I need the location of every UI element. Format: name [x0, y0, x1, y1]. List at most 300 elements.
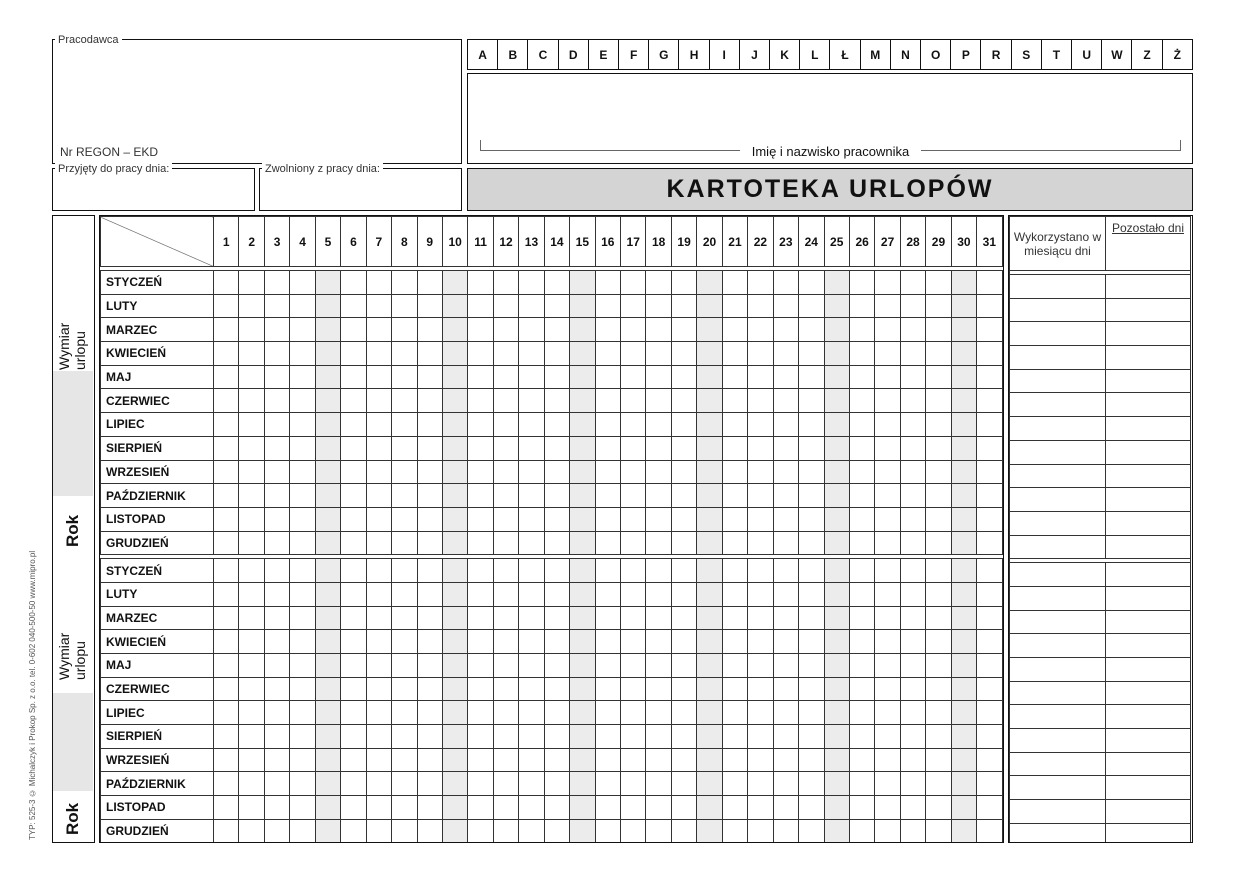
day-cell[interactable] [239, 677, 264, 701]
day-cell[interactable] [417, 630, 442, 654]
day-cell[interactable] [926, 701, 951, 725]
day-cell[interactable] [671, 365, 696, 389]
day-cell[interactable] [544, 582, 569, 606]
day-cell[interactable] [442, 606, 467, 630]
day-cell[interactable] [849, 460, 874, 484]
day-cell[interactable] [468, 484, 493, 508]
day-cell[interactable] [621, 606, 646, 630]
day-cell[interactable] [595, 606, 620, 630]
day-cell[interactable] [646, 318, 671, 342]
day-cell[interactable] [290, 413, 315, 437]
day-cell[interactable] [468, 413, 493, 437]
day-cell[interactable] [951, 630, 976, 654]
day-cell[interactable] [951, 559, 976, 583]
day-cell[interactable] [824, 271, 849, 295]
day-cell[interactable] [595, 413, 620, 437]
day-cell[interactable] [621, 271, 646, 295]
day-cell[interactable] [468, 772, 493, 796]
day-cell[interactable] [595, 460, 620, 484]
day-cell[interactable] [519, 772, 544, 796]
day-cell[interactable] [392, 294, 417, 318]
day-cell[interactable] [773, 389, 798, 413]
day-cell[interactable] [671, 748, 696, 772]
day-cell[interactable] [493, 772, 518, 796]
day-cell[interactable] [697, 294, 722, 318]
day-cell[interactable] [315, 507, 340, 531]
day-cell[interactable] [799, 365, 824, 389]
day-cell[interactable] [417, 460, 442, 484]
day-cell[interactable] [519, 365, 544, 389]
day-cell[interactable] [493, 484, 518, 508]
day-cell[interactable] [264, 654, 289, 678]
day-cell[interactable] [366, 559, 391, 583]
day-cell[interactable] [468, 294, 493, 318]
day-cell[interactable] [977, 677, 1002, 701]
day-cell[interactable] [697, 725, 722, 749]
day-cell[interactable] [315, 819, 340, 843]
remaining-days-cell[interactable] [1106, 610, 1191, 634]
day-cell[interactable] [392, 507, 417, 531]
day-cell[interactable] [290, 365, 315, 389]
remaining-days-cell[interactable] [1106, 322, 1191, 346]
day-cell[interactable] [214, 342, 239, 366]
day-cell[interactable] [646, 484, 671, 508]
remaining-days-cell[interactable] [1106, 658, 1191, 682]
remaining-days-cell[interactable] [1106, 586, 1191, 610]
day-cell[interactable] [900, 654, 925, 678]
day-cell[interactable] [951, 582, 976, 606]
day-cell[interactable] [239, 559, 264, 583]
day-cell[interactable] [875, 701, 900, 725]
day-cell[interactable] [951, 748, 976, 772]
day-cell[interactable] [875, 559, 900, 583]
day-cell[interactable] [341, 677, 366, 701]
day-cell[interactable] [315, 342, 340, 366]
day-cell[interactable] [392, 436, 417, 460]
day-cell[interactable] [951, 796, 976, 820]
day-cell[interactable] [264, 413, 289, 437]
day-cell[interactable] [570, 677, 595, 701]
day-cell[interactable] [926, 772, 951, 796]
day-cell[interactable] [926, 389, 951, 413]
alphabet-letter[interactable]: L [800, 40, 830, 69]
alphabet-letter[interactable]: C [528, 40, 558, 69]
day-cell[interactable] [748, 582, 773, 606]
day-cell[interactable] [519, 484, 544, 508]
day-cell[interactable] [824, 701, 849, 725]
day-cell[interactable] [519, 654, 544, 678]
day-cell[interactable] [493, 507, 518, 531]
day-cell[interactable] [544, 342, 569, 366]
day-cell[interactable] [214, 819, 239, 843]
day-cell[interactable] [773, 318, 798, 342]
day-cell[interactable] [417, 436, 442, 460]
day-cell[interactable] [595, 819, 620, 843]
day-cell[interactable] [951, 507, 976, 531]
day-cell[interactable] [570, 531, 595, 555]
day-cell[interactable] [493, 531, 518, 555]
day-cell[interactable] [570, 725, 595, 749]
day-cell[interactable] [214, 677, 239, 701]
used-days-cell[interactable] [1010, 752, 1106, 776]
day-cell[interactable] [951, 772, 976, 796]
day-cell[interactable] [366, 606, 391, 630]
day-cell[interactable] [849, 342, 874, 366]
day-cell[interactable] [748, 772, 773, 796]
day-cell[interactable] [392, 772, 417, 796]
day-cell[interactable] [900, 294, 925, 318]
day-cell[interactable] [214, 365, 239, 389]
day-cell[interactable] [748, 630, 773, 654]
day-cell[interactable] [849, 413, 874, 437]
day-cell[interactable] [926, 748, 951, 772]
day-cell[interactable] [239, 701, 264, 725]
day-cell[interactable] [595, 559, 620, 583]
day-cell[interactable] [442, 413, 467, 437]
day-cell[interactable] [442, 342, 467, 366]
day-cell[interactable] [468, 460, 493, 484]
day-cell[interactable] [239, 294, 264, 318]
day-cell[interactable] [264, 294, 289, 318]
day-cell[interactable] [824, 436, 849, 460]
day-cell[interactable] [366, 630, 391, 654]
day-cell[interactable] [900, 630, 925, 654]
day-cell[interactable] [214, 507, 239, 531]
day-cell[interactable] [315, 413, 340, 437]
used-days-cell[interactable] [1010, 464, 1106, 488]
day-cell[interactable] [315, 701, 340, 725]
day-cell[interactable] [849, 582, 874, 606]
day-cell[interactable] [621, 559, 646, 583]
day-cell[interactable] [392, 748, 417, 772]
day-cell[interactable] [977, 748, 1002, 772]
day-cell[interactable] [519, 630, 544, 654]
day-cell[interactable] [824, 507, 849, 531]
day-cell[interactable] [671, 507, 696, 531]
day-cell[interactable] [442, 389, 467, 413]
day-cell[interactable] [493, 413, 518, 437]
day-cell[interactable] [239, 796, 264, 820]
day-cell[interactable] [239, 318, 264, 342]
day-cell[interactable] [239, 460, 264, 484]
day-cell[interactable] [315, 531, 340, 555]
day-cell[interactable] [748, 271, 773, 295]
day-cell[interactable] [621, 630, 646, 654]
day-cell[interactable] [977, 796, 1002, 820]
remaining-days-cell[interactable] [1106, 800, 1191, 824]
day-cell[interactable] [468, 582, 493, 606]
day-cell[interactable] [264, 342, 289, 366]
day-cell[interactable] [595, 484, 620, 508]
day-cell[interactable] [926, 294, 951, 318]
day-cell[interactable] [214, 725, 239, 749]
day-cell[interactable] [442, 484, 467, 508]
day-cell[interactable] [875, 460, 900, 484]
used-days-cell[interactable] [1010, 488, 1106, 512]
day-cell[interactable] [214, 271, 239, 295]
day-cell[interactable] [722, 389, 747, 413]
day-cell[interactable] [697, 819, 722, 843]
day-cell[interactable] [849, 819, 874, 843]
day-cell[interactable] [392, 606, 417, 630]
day-cell[interactable] [824, 365, 849, 389]
day-cell[interactable] [621, 507, 646, 531]
day-cell[interactable] [214, 606, 239, 630]
alphabet-letter[interactable]: E [589, 40, 619, 69]
day-cell[interactable] [493, 677, 518, 701]
day-cell[interactable] [849, 654, 874, 678]
day-cell[interactable] [748, 559, 773, 583]
day-cell[interactable] [264, 365, 289, 389]
used-days-cell[interactable] [1010, 417, 1106, 441]
day-cell[interactable] [290, 796, 315, 820]
day-cell[interactable] [951, 460, 976, 484]
day-cell[interactable] [366, 460, 391, 484]
day-cell[interactable] [900, 559, 925, 583]
alphabet-letter[interactable]: Z [1132, 40, 1162, 69]
day-cell[interactable] [926, 436, 951, 460]
alphabet-letter[interactable]: P [951, 40, 981, 69]
day-cell[interactable] [468, 318, 493, 342]
remaining-days-cell[interactable] [1106, 417, 1191, 441]
day-cell[interactable] [849, 484, 874, 508]
day-cell[interactable] [621, 484, 646, 508]
alphabet-letter[interactable]: F [619, 40, 649, 69]
day-cell[interactable] [621, 342, 646, 366]
day-cell[interactable] [748, 701, 773, 725]
day-cell[interactable] [748, 748, 773, 772]
day-cell[interactable] [697, 389, 722, 413]
day-cell[interactable] [366, 436, 391, 460]
day-cell[interactable] [875, 748, 900, 772]
day-cell[interactable] [392, 630, 417, 654]
day-cell[interactable] [773, 294, 798, 318]
day-cell[interactable] [290, 436, 315, 460]
day-cell[interactable] [671, 819, 696, 843]
day-cell[interactable] [722, 748, 747, 772]
day-cell[interactable] [977, 318, 1002, 342]
day-cell[interactable] [595, 582, 620, 606]
day-cell[interactable] [417, 484, 442, 508]
day-cell[interactable] [519, 507, 544, 531]
day-cell[interactable] [264, 606, 289, 630]
day-cell[interactable] [697, 772, 722, 796]
day-cell[interactable] [697, 654, 722, 678]
day-cell[interactable] [824, 819, 849, 843]
day-cell[interactable] [468, 606, 493, 630]
day-cell[interactable] [264, 271, 289, 295]
day-cell[interactable] [621, 460, 646, 484]
day-cell[interactable] [722, 677, 747, 701]
day-cell[interactable] [214, 582, 239, 606]
day-cell[interactable] [341, 436, 366, 460]
day-cell[interactable] [824, 796, 849, 820]
day-cell[interactable] [722, 772, 747, 796]
day-cell[interactable] [214, 531, 239, 555]
day-cell[interactable] [926, 654, 951, 678]
day-cell[interactable] [570, 365, 595, 389]
day-cell[interactable] [315, 772, 340, 796]
day-cell[interactable] [519, 531, 544, 555]
day-cell[interactable] [646, 796, 671, 820]
day-cell[interactable] [315, 654, 340, 678]
day-cell[interactable] [366, 748, 391, 772]
day-cell[interactable] [442, 630, 467, 654]
day-cell[interactable] [697, 365, 722, 389]
remaining-days-cell[interactable] [1106, 464, 1191, 488]
day-cell[interactable] [773, 559, 798, 583]
day-cell[interactable] [951, 318, 976, 342]
day-cell[interactable] [671, 318, 696, 342]
day-cell[interactable] [315, 436, 340, 460]
day-cell[interactable] [748, 436, 773, 460]
day-cell[interactable] [926, 796, 951, 820]
day-cell[interactable] [366, 654, 391, 678]
day-cell[interactable] [468, 342, 493, 366]
day-cell[interactable] [646, 413, 671, 437]
day-cell[interactable] [264, 748, 289, 772]
day-cell[interactable] [977, 436, 1002, 460]
day-cell[interactable] [951, 701, 976, 725]
day-cell[interactable] [264, 630, 289, 654]
day-cell[interactable] [900, 748, 925, 772]
day-cell[interactable] [926, 819, 951, 843]
day-cell[interactable] [315, 677, 340, 701]
day-cell[interactable] [544, 772, 569, 796]
day-cell[interactable] [417, 748, 442, 772]
day-cell[interactable] [621, 725, 646, 749]
day-cell[interactable] [570, 701, 595, 725]
day-cell[interactable] [290, 606, 315, 630]
day-cell[interactable] [392, 701, 417, 725]
day-cell[interactable] [697, 559, 722, 583]
day-cell[interactable] [926, 342, 951, 366]
day-cell[interactable] [468, 796, 493, 820]
day-cell[interactable] [239, 389, 264, 413]
day-cell[interactable] [315, 460, 340, 484]
day-cell[interactable] [646, 701, 671, 725]
day-cell[interactable] [468, 677, 493, 701]
day-cell[interactable] [341, 606, 366, 630]
day-cell[interactable] [646, 725, 671, 749]
day-cell[interactable] [621, 701, 646, 725]
day-cell[interactable] [214, 654, 239, 678]
day-cell[interactable] [570, 772, 595, 796]
day-cell[interactable] [468, 701, 493, 725]
day-cell[interactable] [824, 484, 849, 508]
day-cell[interactable] [544, 748, 569, 772]
day-cell[interactable] [875, 772, 900, 796]
day-cell[interactable] [264, 725, 289, 749]
day-cell[interactable] [621, 796, 646, 820]
remaining-days-cell[interactable] [1106, 488, 1191, 512]
day-cell[interactable] [926, 677, 951, 701]
day-cell[interactable] [341, 559, 366, 583]
day-cell[interactable] [214, 796, 239, 820]
day-cell[interactable] [646, 507, 671, 531]
day-cell[interactable] [366, 725, 391, 749]
day-cell[interactable] [544, 796, 569, 820]
used-days-cell[interactable] [1010, 658, 1106, 682]
day-cell[interactable] [722, 582, 747, 606]
used-days-cell[interactable] [1010, 563, 1106, 587]
alphabet-letter[interactable]: W [1102, 40, 1132, 69]
day-cell[interactable] [697, 342, 722, 366]
day-cell[interactable] [951, 606, 976, 630]
day-cell[interactable] [468, 559, 493, 583]
day-cell[interactable] [926, 460, 951, 484]
day-cell[interactable] [671, 271, 696, 295]
day-cell[interactable] [977, 460, 1002, 484]
day-cell[interactable] [366, 365, 391, 389]
day-cell[interactable] [341, 413, 366, 437]
day-cell[interactable] [366, 701, 391, 725]
alphabet-letter[interactable]: O [921, 40, 951, 69]
day-cell[interactable] [315, 271, 340, 295]
day-cell[interactable] [799, 630, 824, 654]
alphabet-letter[interactable]: U [1072, 40, 1102, 69]
day-cell[interactable] [264, 677, 289, 701]
day-cell[interactable] [926, 507, 951, 531]
day-cell[interactable] [671, 630, 696, 654]
day-cell[interactable] [646, 559, 671, 583]
day-cell[interactable] [417, 772, 442, 796]
day-cell[interactable] [671, 436, 696, 460]
day-cell[interactable] [824, 772, 849, 796]
day-cell[interactable] [290, 654, 315, 678]
day-cell[interactable] [392, 389, 417, 413]
day-cell[interactable] [214, 748, 239, 772]
day-cell[interactable] [442, 271, 467, 295]
day-cell[interactable] [697, 507, 722, 531]
day-cell[interactable] [951, 484, 976, 508]
day-cell[interactable] [417, 819, 442, 843]
day-cell[interactable] [824, 342, 849, 366]
day-cell[interactable] [722, 413, 747, 437]
day-cell[interactable] [977, 389, 1002, 413]
alphabet-letter[interactable]: D [559, 40, 589, 69]
day-cell[interactable] [671, 484, 696, 508]
day-cell[interactable] [544, 507, 569, 531]
day-cell[interactable] [900, 365, 925, 389]
day-cell[interactable] [671, 772, 696, 796]
used-days-cell[interactable] [1010, 298, 1106, 322]
day-cell[interactable] [264, 507, 289, 531]
day-cell[interactable] [595, 748, 620, 772]
day-cell[interactable] [926, 531, 951, 555]
day-cell[interactable] [697, 436, 722, 460]
day-cell[interactable] [926, 582, 951, 606]
day-cell[interactable] [748, 318, 773, 342]
day-cell[interactable] [849, 436, 874, 460]
day-cell[interactable] [621, 294, 646, 318]
day-cell[interactable] [926, 606, 951, 630]
day-cell[interactable] [824, 294, 849, 318]
day-cell[interactable] [951, 342, 976, 366]
used-days-cell[interactable] [1010, 823, 1106, 843]
day-cell[interactable] [824, 654, 849, 678]
remaining-days-cell[interactable] [1106, 563, 1191, 587]
day-cell[interactable] [442, 559, 467, 583]
day-cell[interactable] [442, 796, 467, 820]
day-cell[interactable] [951, 725, 976, 749]
day-cell[interactable] [493, 559, 518, 583]
day-cell[interactable] [264, 772, 289, 796]
day-cell[interactable] [977, 342, 1002, 366]
day-cell[interactable] [900, 271, 925, 295]
day-cell[interactable] [341, 342, 366, 366]
day-cell[interactable] [417, 582, 442, 606]
